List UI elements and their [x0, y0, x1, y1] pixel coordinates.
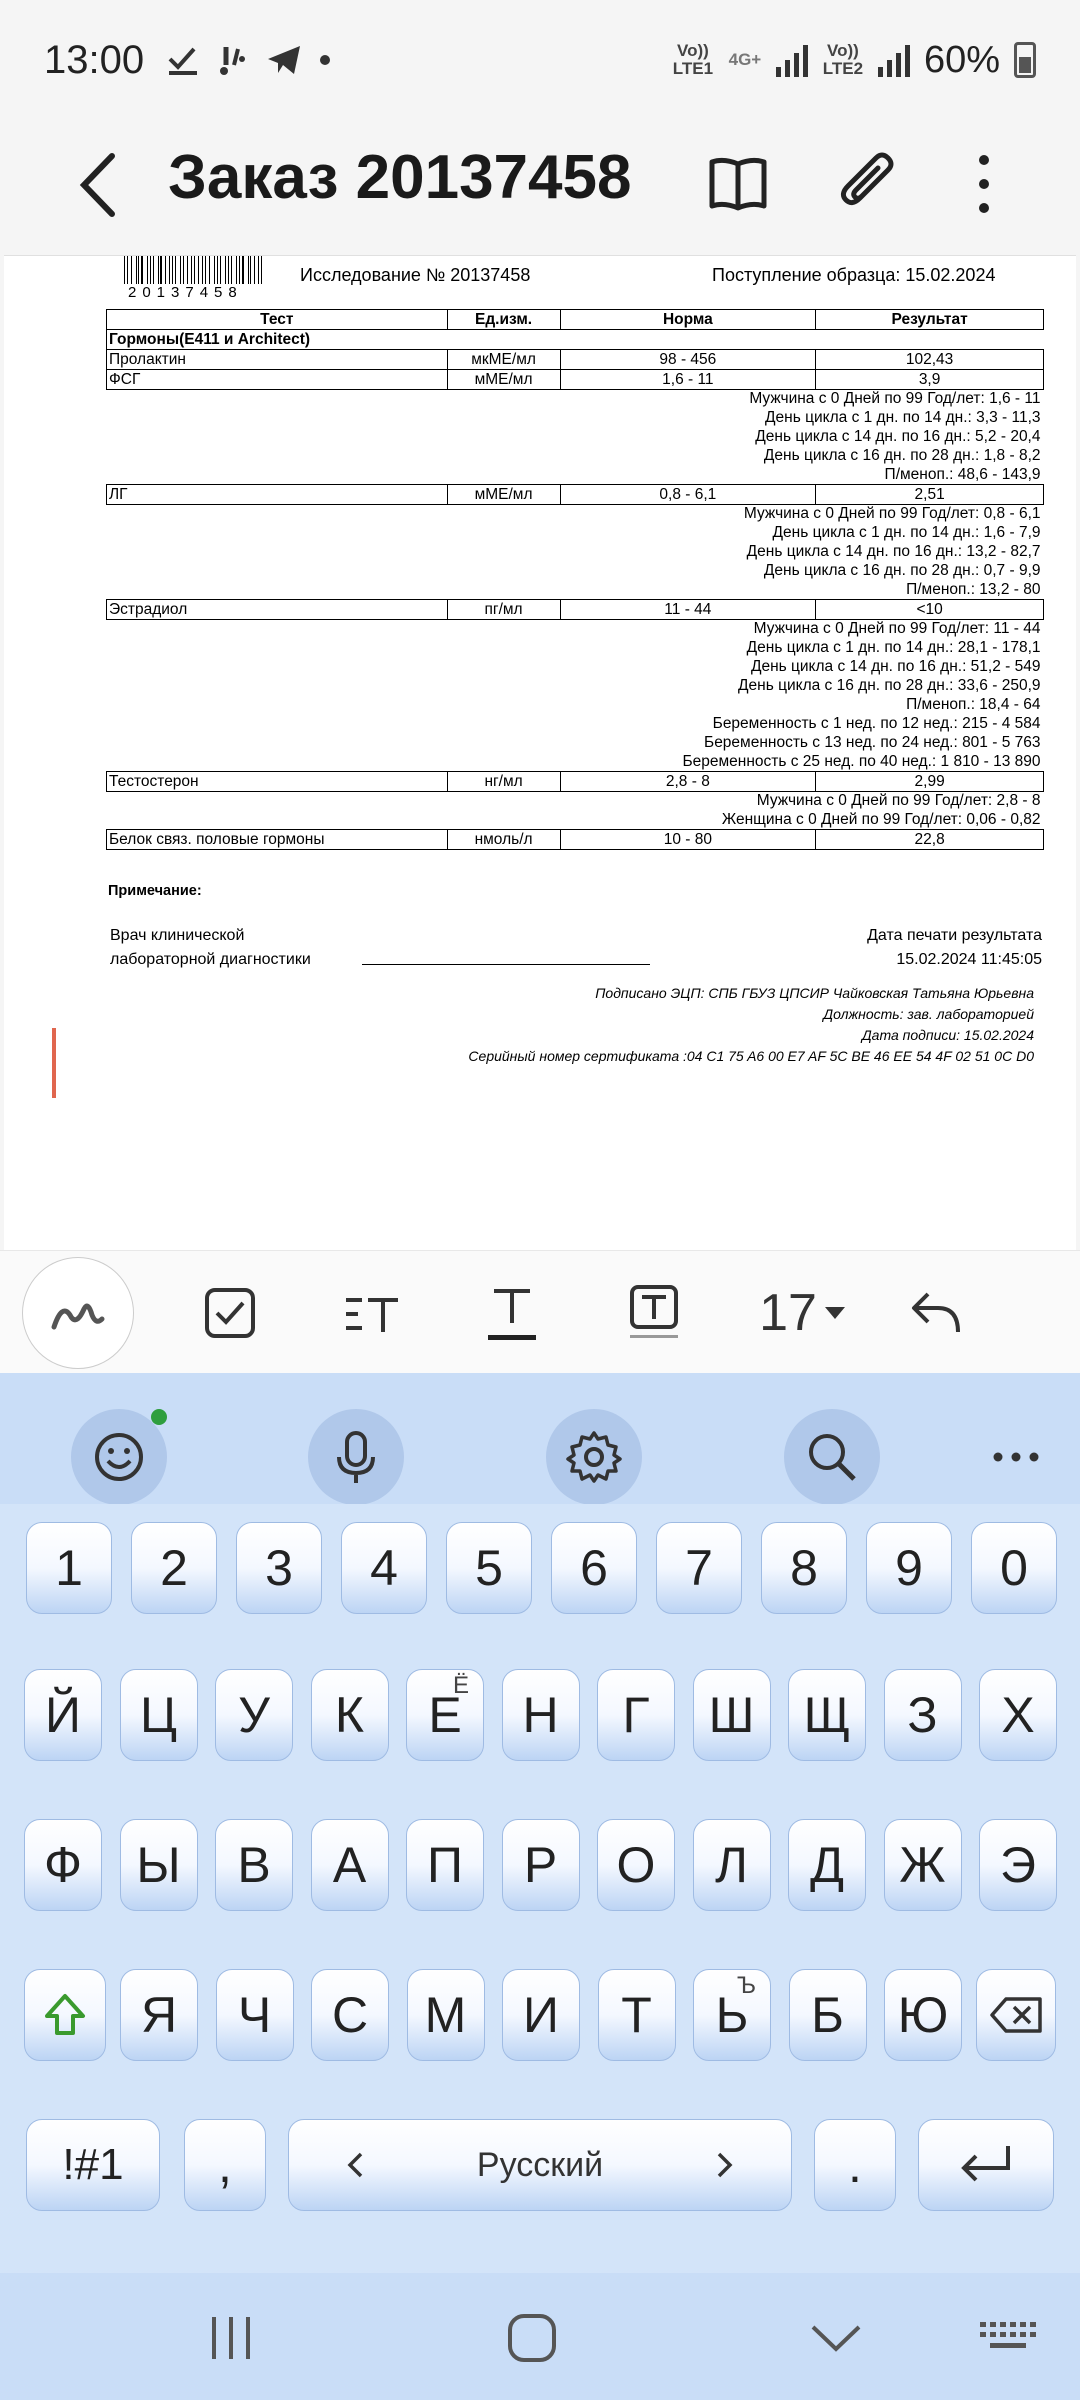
chevron-left-icon — [345, 2150, 365, 2180]
annotation-toolbar — [0, 1250, 1080, 1373]
key-letter-label: В — [237, 1837, 271, 1893]
reference-row — [107, 639, 1044, 658]
results-table — [106, 309, 1044, 850]
barcode-bar — [124, 256, 125, 284]
key-letter[interactable] — [884, 1669, 962, 1761]
col-norm: Норма — [560, 310, 816, 330]
key-letter-label: Н — [522, 1687, 559, 1743]
voice-input-button[interactable] — [308, 1409, 404, 1505]
col-unit: Ед.изм. — [447, 310, 560, 330]
reference-row — [107, 753, 1044, 772]
backspace-icon — [988, 1995, 1044, 2035]
reference-range: Беременность с 25 нед. по 40 нед.: 1 810 - 13 890 — [682, 752, 1041, 770]
key-letter-label: Ю — [897, 1987, 949, 2043]
reference-range: День цикла с 14 дн. по 16 дн.: 51,2 - 549 — [750, 658, 1041, 675]
home-icon — [506, 2312, 558, 2364]
reference-row — [107, 447, 1044, 466]
font-size-value: 17 — [759, 1284, 817, 1342]
backspace-key[interactable] — [976, 1969, 1056, 2061]
text-cursor — [52, 1028, 56, 1098]
barcode-bar — [239, 256, 240, 284]
reference-row — [107, 677, 1044, 696]
key-letter[interactable] — [979, 1669, 1057, 1761]
undo-button[interactable] — [886, 1263, 986, 1363]
key-digit-4[interactable] — [341, 1522, 427, 1614]
barcode-bar — [183, 256, 184, 284]
barcode-number: 20137458 — [128, 284, 243, 301]
text-tool-button[interactable] — [462, 1263, 562, 1363]
symbols-key[interactable] — [26, 2119, 160, 2211]
key-letter-label: Ы — [136, 1837, 181, 1893]
cell-norm: 1,6 - 11 — [560, 370, 816, 390]
key-letter[interactable] — [216, 1969, 294, 2061]
key-letter[interactable] — [311, 1819, 389, 1911]
key-letter[interactable] — [120, 1669, 198, 1761]
key-digit-0-label: 0 — [1000, 1540, 1028, 1596]
barcode-bar — [220, 256, 221, 284]
key-letter-alt-label: Ъ — [737, 1972, 756, 1999]
textbox-tool-button[interactable] — [604, 1263, 704, 1363]
notification-dot-icon — [149, 1407, 169, 1427]
key-letter-label: Р — [523, 1837, 558, 1893]
reference-range: День цикла с 14 дн. по 16 дн.: 13,2 - 82,7 — [746, 543, 1041, 560]
key-digit-1[interactable] — [26, 1522, 112, 1614]
cell-result: 102,43 — [816, 350, 1044, 370]
cell-test: Тестостерон — [107, 772, 448, 792]
cell-test: Белок связ. половые гормоны — [107, 830, 448, 850]
reference-range: Беременность с 1 нед. по 12 нед.: 215 - 4 584 — [712, 715, 1041, 732]
key-letter-label: К — [334, 1687, 365, 1743]
keyboard-switch-button[interactable] — [968, 2303, 1048, 2373]
table-row — [107, 600, 1044, 620]
key-letter-label: Ц — [140, 1687, 177, 1743]
key-letter-label: Ж — [899, 1837, 946, 1893]
key-letter[interactable] — [693, 1669, 771, 1761]
key-letter[interactable] — [693, 1969, 771, 2061]
cell-norm: 0,8 - 6,1 — [560, 485, 816, 505]
sign-date: Дата подписи: 15.02.2024 — [861, 1027, 1034, 1043]
key-digit-7[interactable] — [656, 1522, 742, 1614]
status-bar — [0, 0, 1080, 120]
space-key-label: Русский — [476, 2145, 604, 2184]
key-digit-2-label: 2 — [160, 1540, 188, 1596]
barcode-bar — [172, 256, 173, 284]
key-letter[interactable] — [979, 1819, 1057, 1911]
key-letter[interactable] — [407, 1969, 485, 2061]
network-type: 4G+ — [728, 50, 762, 69]
document-page[interactable] — [4, 255, 1076, 1250]
doctor-title — [110, 924, 311, 972]
key-letter-label: С — [331, 1987, 369, 2043]
reference-range: День цикла с 1 дн. по 14 дн.: 1,6 - 7,9 — [772, 524, 1041, 541]
keyboard-icon — [978, 2318, 1038, 2358]
key-letter-label: Ь — [715, 1987, 749, 2043]
key-letter[interactable] — [406, 1669, 484, 1761]
app-bar — [0, 120, 1080, 255]
table-row — [107, 350, 1044, 370]
key-letter-label: Ш — [708, 1687, 755, 1743]
reference-range: П/меноп.: 18,4 - 64 — [906, 696, 1041, 713]
key-letter[interactable] — [788, 1669, 866, 1761]
gear-icon — [566, 1429, 622, 1485]
reference-range: День цикла с 1 дн. по 14 дн.: 3,3 - 11,3 — [765, 409, 1041, 426]
key-letter-label: О — [616, 1837, 656, 1893]
cell-unit: нг/мл — [447, 772, 560, 792]
group-row — [107, 330, 1044, 350]
cell-norm: 2,8 - 8 — [560, 772, 816, 792]
key-letter[interactable] — [502, 1819, 580, 1911]
pen-tool-button[interactable] — [22, 1257, 134, 1369]
reference-row — [107, 715, 1044, 734]
certificate-serial: Серийный номер сертификата :04 C1 75 A6 00 E7 AF 5C BE 46 EE 54 4F 02 51 0C D0 — [468, 1048, 1034, 1064]
cell-result: 3,9 — [816, 370, 1044, 390]
cell-test: Пролактин — [107, 350, 448, 370]
reference-range: День цикла с 16 дн. по 28 дн.: 33,6 - 250,9 — [738, 677, 1041, 694]
reference-row — [107, 811, 1044, 830]
table-row — [107, 370, 1044, 390]
barcode-bar — [180, 256, 181, 284]
notification-icons — [166, 43, 332, 77]
reference-range: День цикла с 14 дн. по 16 дн.: 5,2 - 20,4 — [755, 428, 1041, 445]
hide-keyboard-button[interactable] — [796, 2303, 876, 2373]
more-options-icon[interactable] — [944, 144, 1024, 224]
barcode-bar — [160, 256, 161, 284]
textbox-icon — [626, 1283, 682, 1343]
keyboard-toolbar — [0, 1373, 1080, 1504]
enter-icon — [956, 2142, 1016, 2188]
space-key[interactable] — [288, 2119, 792, 2211]
reference-row — [107, 466, 1044, 485]
print-date-label: Дата печати результата — [867, 927, 1042, 944]
key-letter-label: Е — [428, 1687, 462, 1743]
key-letter[interactable] — [597, 1669, 675, 1761]
comma-key[interactable] — [184, 2119, 266, 2211]
signal-2-icon — [878, 43, 910, 77]
key-letter[interactable] — [406, 1819, 484, 1911]
chevron-down-icon — [809, 2321, 863, 2355]
enter-key[interactable] — [918, 2119, 1054, 2211]
key-letter[interactable] — [884, 1969, 962, 2061]
reference-range: День цикла с 16 дн. по 28 дн.: 0,7 - 9,9 — [763, 562, 1041, 579]
barcode-bar — [242, 256, 243, 284]
key-letter-label: Я — [140, 1987, 178, 2043]
signature-line — [362, 964, 650, 965]
key-letter[interactable] — [120, 1819, 198, 1911]
key-letter-label: И — [523, 1987, 559, 2043]
dot-icon — [318, 53, 332, 67]
key-digit-7-label: 7 — [685, 1540, 713, 1596]
reference-range: Мужчина с 0 Дней по 99 Год/лет: 2,8 - 8 — [756, 792, 1041, 810]
table-row — [107, 485, 1044, 505]
key-letter[interactable] — [215, 1669, 293, 1761]
key-digit-9[interactable] — [866, 1522, 952, 1614]
barcode-bar — [231, 256, 232, 284]
shift-icon — [41, 1991, 89, 2039]
reference-range: Беременность с 13 нед. по 24 нед.: 801 - 5 763 — [704, 734, 1041, 751]
keyboard-more-button[interactable] — [968, 1409, 1064, 1505]
col-test: Тест — [107, 310, 448, 330]
barcode-bar — [202, 256, 203, 284]
text-style-tool-button[interactable] — [322, 1263, 422, 1363]
reference-range: Женщина с 0 Дней по 99 Год/лет: 0,06 - 0,82 — [721, 810, 1041, 828]
cell-unit: мМЕ/мл — [447, 485, 560, 505]
recents-button[interactable] — [191, 2303, 271, 2373]
battery-percent: 60% — [923, 38, 1000, 81]
cell-unit: мМЕ/мл — [447, 370, 560, 390]
signal-1-icon — [776, 43, 808, 77]
reference-row — [107, 696, 1044, 715]
cell-unit: пг/мл — [447, 600, 560, 620]
checkbox-tool-button[interactable] — [180, 1263, 280, 1363]
reference-range: День цикла с 1 дн. по 14 дн.: 28,1 - 178,1 — [746, 639, 1041, 656]
pen-icon — [48, 1293, 108, 1333]
key-letter[interactable] — [788, 1819, 866, 1911]
key-letter-label: Ч — [237, 1987, 272, 2043]
key-digit-0[interactable] — [971, 1522, 1057, 1614]
reference-row — [107, 734, 1044, 753]
reference-row — [107, 620, 1044, 639]
sample-received: Поступление образца: 15.02.2024 — [712, 265, 996, 285]
key-letter-label: Д — [810, 1837, 844, 1893]
key-letter-alt-label: Ё — [452, 1672, 469, 1699]
barcode-bar — [191, 256, 192, 284]
cell-test: Эстрадиол — [107, 600, 448, 620]
keyboard-search-button[interactable] — [784, 1409, 880, 1505]
key-letter[interactable] — [215, 1819, 293, 1911]
key-letter-label: П — [427, 1837, 463, 1893]
barcode-bar — [209, 256, 210, 284]
recents-icon — [206, 2313, 256, 2363]
text-underline-icon — [484, 1283, 540, 1343]
key-letter-label: Л — [715, 1837, 748, 1893]
key-digit-1-label: 1 — [55, 1540, 83, 1596]
reference-row — [107, 562, 1044, 581]
reference-range: Мужчина с 0 Дней по 99 Год/лет: 0,8 - 6,1 — [743, 505, 1041, 523]
reference-row — [107, 524, 1044, 543]
reference-range: П/меноп.: 48,6 - 143,9 — [884, 465, 1041, 483]
comma-key-label: , — [218, 2137, 232, 2193]
key-letter-label: Щ — [803, 1687, 851, 1743]
telegram-icon — [266, 43, 302, 77]
reference-row — [107, 428, 1044, 447]
key-letter-label: Ф — [43, 1837, 82, 1893]
battery-icon — [1014, 42, 1036, 78]
reference-row — [107, 792, 1044, 811]
key-letter[interactable] — [884, 1819, 962, 1911]
search-icon — [804, 1429, 860, 1485]
key-digit-6-label: 6 — [580, 1540, 608, 1596]
reference-row — [107, 543, 1044, 562]
home-button[interactable] — [492, 2303, 572, 2373]
barcode-bar — [147, 256, 148, 284]
col-result: Результат — [816, 310, 1044, 330]
table-row — [107, 772, 1044, 792]
microphone-icon — [331, 1429, 381, 1485]
chevron-down-icon — [823, 1305, 847, 1321]
reference-row — [107, 581, 1044, 600]
navigation-bar — [0, 2273, 1080, 2400]
key-letter-label: Х — [1001, 1687, 1035, 1743]
reference-row — [107, 658, 1044, 677]
key-letter-label: А — [332, 1837, 367, 1893]
cell-unit: мкМЕ/мл — [447, 350, 560, 370]
key-letter-label: Т — [621, 1987, 652, 2043]
cell-test: ФСГ — [107, 370, 448, 390]
period-key-label: . — [848, 2137, 862, 2193]
cell-test: ЛГ — [107, 485, 448, 505]
key-letter[interactable] — [598, 1969, 676, 2061]
key-letter[interactable] — [789, 1969, 867, 2061]
key-digit-8[interactable] — [761, 1522, 847, 1614]
checkbox-icon — [203, 1286, 257, 1340]
period-key[interactable] — [814, 2119, 896, 2211]
cell-norm: 98 - 456 — [560, 350, 816, 370]
key-letter[interactable] — [597, 1819, 675, 1911]
barcode-bar — [158, 256, 159, 284]
doctor-line-2: лабораторной диагностики — [110, 951, 311, 968]
font-size-dropdown[interactable] — [738, 1263, 868, 1363]
key-digit-6[interactable] — [551, 1522, 637, 1614]
cell-norm: 11 - 44 — [560, 600, 816, 620]
status-time: 13:00 — [44, 37, 145, 82]
key-digit-5-label: 5 — [475, 1540, 503, 1596]
paperclip-icon[interactable] — [830, 144, 910, 224]
reference-range: П/меноп.: 13,2 - 80 — [906, 580, 1041, 598]
cell-result: 2,99 — [816, 772, 1044, 792]
key-letter-label: Й — [45, 1687, 81, 1743]
sim2-indicator: Vo)) LTE2 — [822, 41, 864, 78]
print-date-value: 15.02.2024 11:45:05 — [896, 951, 1042, 968]
cell-result: 22,8 — [816, 830, 1044, 850]
page-title: Заказ 20137458 — [168, 143, 632, 212]
key-letter[interactable] — [120, 1969, 198, 2061]
key-letter-label: З — [907, 1687, 938, 1743]
key-letter[interactable] — [311, 1969, 389, 2061]
key-digit-9-label: 9 — [895, 1540, 923, 1596]
key-letter-label: Г — [622, 1687, 650, 1743]
undo-icon — [908, 1288, 964, 1338]
barcode-bar — [214, 256, 215, 284]
study-number: Исследование № 20137458 — [300, 265, 531, 285]
keyboard — [0, 1373, 1080, 2273]
key-letter[interactable] — [502, 1969, 580, 2061]
key-letter[interactable] — [502, 1669, 580, 1761]
keyboard-settings-button[interactable] — [546, 1409, 642, 1505]
table-header — [107, 310, 1044, 330]
barcode-bar — [141, 256, 142, 284]
sim1-indicator: Vo)) LTE1 — [672, 41, 714, 78]
signed-by: Подписано ЭЦП: СПБ ГБУЗ ЦПСИР Чайковская Татьяна Юрьевна — [595, 985, 1034, 1001]
note-label: Примечание: — [108, 883, 202, 899]
key-digit-3-label: 3 — [265, 1540, 293, 1596]
cell-result: <10 — [816, 600, 1044, 620]
barcode-bar — [131, 256, 132, 284]
reference-row — [107, 390, 1044, 409]
reference-row — [107, 409, 1044, 428]
key-letter[interactable] — [24, 1819, 102, 1911]
key-letter[interactable] — [24, 1669, 102, 1761]
more-horizontal-icon — [991, 1450, 1041, 1464]
digital-signature — [468, 983, 1034, 1067]
reference-row — [107, 505, 1044, 524]
signer-position: Должность: зав. лабораторией — [823, 1006, 1034, 1022]
book-icon[interactable] — [698, 144, 778, 224]
barcode — [124, 256, 264, 284]
cell-unit: нмоль/л — [447, 830, 560, 850]
key-digit-3[interactable] — [236, 1522, 322, 1614]
key-letter-label: Э — [1000, 1837, 1036, 1893]
emoji-button[interactable] — [71, 1409, 167, 1505]
sound-icon — [216, 43, 250, 77]
check-download-icon — [166, 43, 200, 77]
group-name: Гормоны(E411 и Architect) — [107, 330, 1044, 350]
key-digit-5[interactable] — [446, 1522, 532, 1614]
keyboard-keys — [0, 1504, 1080, 2273]
doctor-line-1: Врач клинической — [110, 927, 245, 944]
text-lines-icon — [342, 1288, 402, 1338]
key-letter[interactable] — [693, 1819, 771, 1911]
key-letter-label: М — [424, 1987, 467, 2043]
emoji-icon — [91, 1429, 147, 1485]
back-arrow-icon[interactable] — [70, 140, 130, 230]
shift-key[interactable] — [24, 1969, 106, 2061]
reference-range: Мужчина с 0 Дней по 99 Год/лет: 11 - 44 — [753, 620, 1041, 638]
barcode-bar — [261, 256, 262, 284]
key-digit-4-label: 4 — [370, 1540, 398, 1596]
reference-range: Мужчина с 0 Дней по 99 Год/лет: 1,6 - 11 — [749, 390, 1041, 408]
table-row — [107, 830, 1044, 850]
symbols-key-label: !#1 — [62, 2140, 124, 2189]
key-letter-label: У — [238, 1687, 270, 1743]
key-letter-label: Б — [811, 1987, 844, 2043]
key-letter[interactable] — [311, 1669, 389, 1761]
print-date-block — [867, 924, 1042, 972]
reference-range: День цикла с 16 дн. по 28 дн.: 1,8 - 8,2 — [763, 447, 1041, 464]
key-digit-8-label: 8 — [790, 1540, 818, 1596]
key-digit-2[interactable] — [131, 1522, 217, 1614]
barcode-bar — [250, 256, 251, 284]
chevron-right-icon — [715, 2150, 735, 2180]
cell-norm: 10 - 80 — [560, 830, 816, 850]
cell-result: 2,51 — [816, 485, 1044, 505]
